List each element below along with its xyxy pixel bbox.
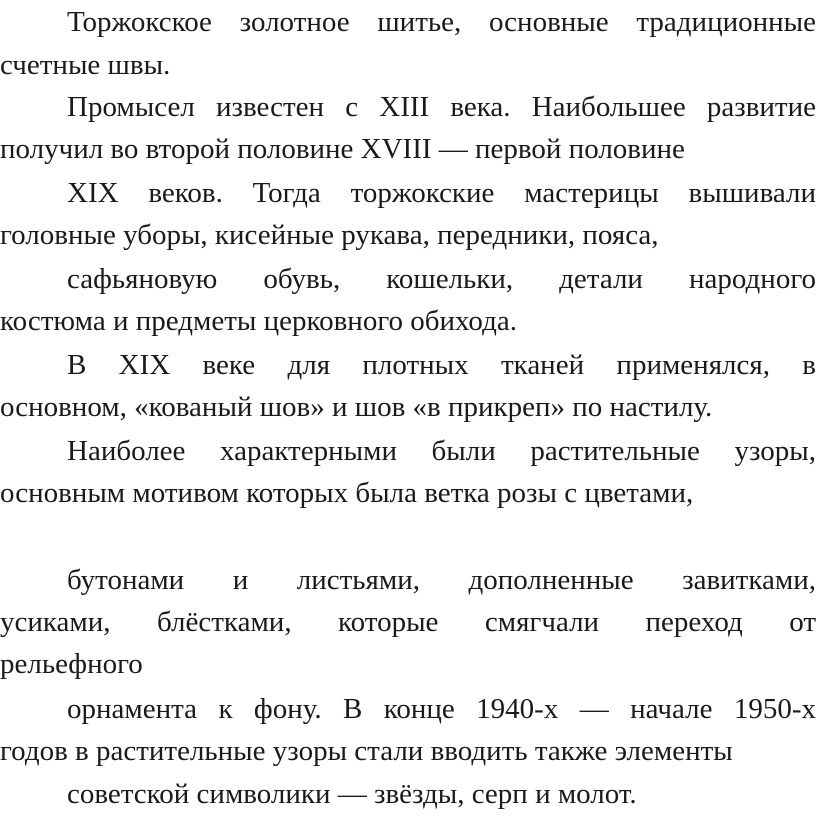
text-line: усиками, блёстками, которые смягчали переход от (0, 606, 816, 638)
text-line: основным мотивом которых была ветка розы с цветами, (0, 477, 694, 509)
text-line: Наиболее характерными были растительные узоры, (67, 435, 816, 467)
text-line: костюма и предметы церковного обихода. (0, 305, 517, 337)
text-line: головные уборы, кисейные рукава, передники, пояса, (0, 219, 659, 251)
text-line: В XIX веке для плотных тканей применялся, в (67, 349, 816, 381)
text-line: основном, «кованый шов» и шов «в прикреп» по настилу. (0, 391, 713, 423)
text-line: Торжокское золотное шитье, основные традиционные (67, 6, 816, 38)
text-line: Промысел известен с XIII века. Наибольшее развитие (67, 91, 816, 123)
text-line: сафьяновую обувь, кошельки, детали народного (67, 263, 816, 295)
text-line: бутонами и листьями, дополненные завитками, (67, 564, 816, 596)
text-line: счетные швы. (0, 49, 171, 81)
text-line: годов в растительные узоры стали вводить также элементы (0, 735, 733, 767)
text-line: орнамента к фону. В конце 1940-х — начале 1950-х (67, 693, 816, 725)
text-line: советской символики — звёзды, серп и молот. (67, 778, 637, 810)
text-line: рельефного (0, 648, 143, 680)
text-line: получил во второй половине XVIII — первой половине (0, 133, 685, 165)
text-line: XIX веков. Тогда торжокские мастерицы вышивали (67, 177, 816, 209)
